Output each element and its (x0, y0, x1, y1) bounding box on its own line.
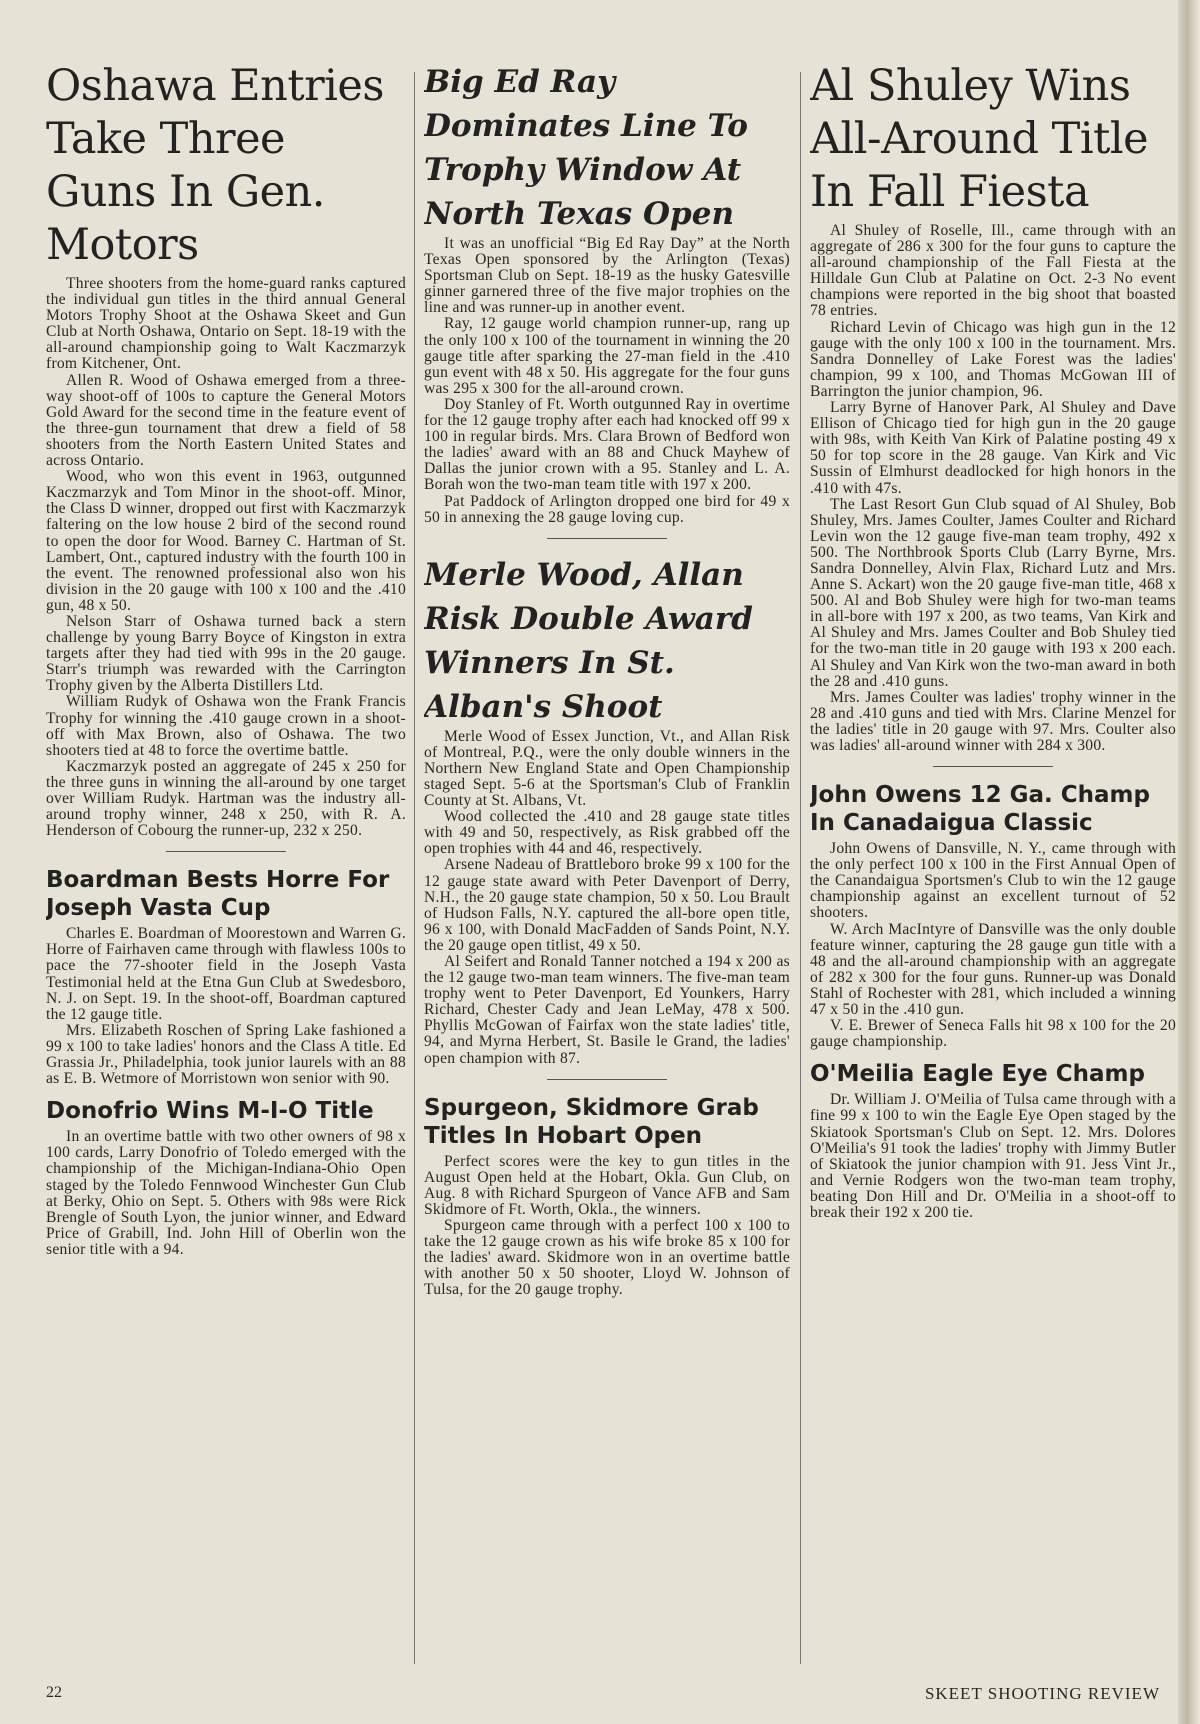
article-owens (810, 781, 1176, 1050)
paragraph: Wood collected the .410 and 28 gauge state titles with 49 and 50, respectively, as Risk grabbed off the open trophies with 44 and 46, respectively. (424, 808, 790, 858)
paragraph: Perfect scores were the key to gun titles in the August Open held at the Hobart, Okla. Gun Club, on Aug. 8 with Richard Spurgeon of Vance AFB and Sam Skidmore of Ft. Worth, Okla., the winners. (424, 1152, 790, 1218)
paragraph: Allen R. Wood of Oshawa emerged from a three-way shoot-off of 100s to capture the General Motors Gold Award for the second time in the feature event of the three-gun tournament that drew a field of 58 shooters from the North Eastern United States and across Ontario. (46, 371, 406, 470)
paragraph: Mrs. James Coulter was ladies' trophy winner in the 28 and .410 guns and tied with Mrs. Clarine Menzel for the ladies' title in 20 gauge with 97. Mrs. Coulter also was ladies' all-around winner with 284 x 300. (810, 688, 1176, 754)
paragraph: John Owens of Dansville, N. Y., came through with the only perfect 100 x 100 in the First Annual Open of the Canandaigua Sportsmen's Club to win the 12 gauge championship against an excellent turnout of 52 shooters. (810, 840, 1176, 922)
headline: Spurgeon, Skidmore Grab Titles In Hobart Open (424, 1094, 759, 1149)
page-binding-edge (1178, 0, 1200, 1724)
paragraph: Pat Paddock of Arlington dropped one bird for 49 x 50 in annexing the 28 gauge loving cup. (424, 492, 790, 526)
headline: Boardman Bests Horre For Joseph Vasta Cup (46, 867, 390, 922)
paragraph: Richard Levin of Chicago was high gun in the 12 gauge with the only 100 x 100 in the tournament. Mrs. Sandra Donnelley of Lake Forest was the ladies' champion, 99 x 100, and Thomas McGowan III of Barrington the junior champion, 96. (810, 318, 1176, 400)
headline: John Owens 12 Ga. Champ In Canadaigua Classic (810, 782, 1150, 837)
paragraph: V. E. Brewer of Seneca Falls hit 98 x 100 for the 20 gauge championship. (810, 1017, 1176, 1051)
publication-title: SKEET SHOOTING REVIEW (924, 1684, 1160, 1703)
article-boardman (46, 866, 406, 1087)
paragraph: Ray, 12 gauge world champion runner-up, rang up the only 100 x 100 of the tournament in winning the 20 gauge title after sparking the 27-man field in the .410 gun event with 48 x 50. His aggregate for the four guns was 295 x 300 for the all-around crown. (424, 315, 790, 397)
paragraph: Kaczmarzyk posted an aggregate of 245 x 250 for the three guns in winning the all-around by one target over William Rudyk. Hartman was the industry all-around trophy winner, 248 x 250, with R. A. Henderson of Cobourg the runner-up, 232 x 250. (46, 757, 406, 840)
paragraph: William Rudyk of Oshawa won the Frank Francis Trophy for winning the .410 gauge crown in a shoot-off with Max Brown, also of Oshawa. The two shooters tied at 48 to force the overtime battle. (46, 693, 406, 759)
paragraph: Charles E. Boardman of Moorestown and Warren G. Horre of Fairhaven came through with flawless 100s to pace the 77-shooter field in the Joseph Vasta Testimonial held at the Etna Gun Club at Swedesboro, N. J. on Sept. 19. In the shoot-off, Boardman captured the 12 gauge title. (46, 925, 406, 1023)
column-left (46, 60, 406, 1664)
paragraph: Spurgeon came through with a perfect 100 x 100 to take the 12 gauge crown as his wife broke 85 x 100 for the ladies' award. Skidmore won in an overtime battle with another 50 x 50 shooter, Lloyd W. Johnson of Tulsa, for the 20 gauge trophy. (424, 1217, 790, 1299)
paragraph: The Last Resort Gun Club squad of Al Shuley, Bob Shuley, Mrs. James Coulter, James Coulter and Richard Levin won the 12 gauge five-man team trophy, 492 x 500. The Northbrook Sports Club (Larry Byrne, Mrs. Sandra Donnelley, Alvin Flax, Richard Lutz and Mrs. Anne S. Ackart) won the 20 gauge five-man title, 468 x 500. Al and Bob Shuley were high for two-man teams in all-bore with 197 x 200, as two teams, Van Kirk and Al Shuley and Mrs. James Coulter and Bob Shuley tied for the two-man title in 20 gauge with 193 x 200 each. Al Shuley and Van Kirk won the two-man award in both the 28 and .410 guns. (810, 495, 1176, 690)
paragraph: Three shooters from the home-guard ranks captured the individual gun titles in the third annual General Motors Trophy Shoot at the Oshawa Skeet and Gun Club at North Oshawa, Ontario on Sept. 18-19 with the all-around championship going to Walt Kaczmarzyk from Kitchener, Ont. (46, 275, 406, 373)
paragraph: Nelson Starr of Oshawa turned back a stern challenge by young Barry Boyce of Kingston in extra targets after they had tied with 99s in the 20 gauge. Starr's triumph was rewarded with the Carrington Trophy given by the Alberta Distillers Ltd. (46, 612, 406, 695)
column-divider (800, 72, 801, 1664)
headline: Merle Wood, Allan Risk Double Award Winners In St. Alban's Shoot (424, 556, 753, 725)
paragraph: It was an unofficial “Big Ed Ray Day” at the North Texas Open sponsored by the Arlington (Texas) Sportsman Club on Sept. 18-19 as the husky Gatesville ginner garnered three of the five major trophies on the line and was runner-up in another event. (424, 235, 790, 317)
headline: Oshawa Entries Take Three Guns In Gen. Motors (46, 61, 384, 270)
article-wood-risk (424, 553, 790, 1067)
section-separator (166, 851, 286, 852)
headline: Big Ed Ray Dominates Line To Trophy Window At North Texas Open (424, 64, 748, 232)
section-separator (547, 1079, 667, 1080)
paragraph: Merle Wood of Essex Junction, Vt., and Allan Risk of Montreal, P.Q., were the only double winners in the Northern New England State and Open Championship staged Sept. 5-6 at the Sportsman's Club of Franklin County at St. Albans, Vt. (424, 727, 790, 810)
article-edray (424, 60, 790, 526)
paragraph: Arsene Nadeau of Brattleboro broke 99 x 100 for the 12 gauge state award with Peter Davenport of Derry, N.H., the 20 gauge state champion, 50 x 50. Lou Brault of Hudson Falls, N.Y. captured the all-bore open title, 96 x 100, with Donald MacFadden of Sands Point, N.Y. the 20 gauge open titlist, 49 x 50. (424, 856, 790, 954)
headline: O'Meilia Eagle Eye Champ (810, 1061, 1145, 1088)
paragraph: Mrs. Elizabeth Roschen of Spring Lake fashioned a 99 x 100 to take ladies' honors and the Class A title. Ed Grassia Jr., Philadelphia, took junior laurels with an 88 as E. B. Wetmore of Morristown won senior with 90. (46, 1021, 406, 1088)
headline: Donofrio Wins M-I-O Title (46, 1098, 374, 1125)
paragraph: In an overtime battle with two other owners of 98 x 100 cards, Larry Donofrio of Toledo emerged with the championship of the Michigan-Indiana-Ohio Open staged by the Toledo Fennwood Winchester Gun Club at Berky, Ohio on Sept. 5. Others with 98s were Rick Brengle of South Lyon, the junior winner, and Edward Price of Grabill, Ind. John Hill of Oberlin won the senior title with a 94. (46, 1128, 406, 1258)
paragraph: Larry Byrne of Hanover Park, Al Shuley and Dave Ellison of Chicago tied for high gun in the 20 gauge with 98s, with Keith Van Kirk of Palatine posting 49 x 50 for top score in the 28 gauge. Van Kirk and Vic Sussin of Elmhurst deadlocked for high honors in the .410 with 47s. (810, 399, 1176, 497)
headline: Al Shuley Wins All-Around Title In Fall Fiesta (810, 61, 1149, 217)
column-middle (424, 60, 790, 1664)
column-divider (414, 72, 415, 1664)
article-donofrio (46, 1097, 406, 1258)
paragraph: Doy Stanley of Ft. Worth outgunned Ray in overtime for the 12 gauge trophy after each had knocked off 99 x 100 in regular birds. Mrs. Clara Brown of Bedford won the ladies' award with an 88 and Chuck Mayhew of Dallas the junior crown with a 95. Stanley and L. A. Borah won the two-man team title with 197 x 200. (424, 395, 790, 494)
paragraph: Dr. William J. O'Meilia of Tulsa came through with a fine 99 x 100 to win the Eagle Eye Open staged by the Skiatook Sportsman's Club on Sept. 12. Mrs. Dolores O'Meilia's 91 took the ladies' trophy with Jimmy Butler of Skiatook the junior champion with 91. Jess Vint Jr., and Vernie Rodgers won the two-man team trophy, beating Don Hill and Dr. O'Meilia in a shoot-off to break their 192 x 200 tie. (810, 1091, 1176, 1221)
article-oshawa (46, 60, 406, 839)
article-spurgeon (424, 1094, 790, 1299)
article-omeilia (810, 1060, 1176, 1221)
article-shuley (810, 60, 1176, 754)
section-separator (547, 538, 667, 539)
paragraph: W. Arch MacIntyre of Dansville was the only double feature winner, capturing the 28 gauge gun title with a 48 and the all-around championship with an aggregate of 282 x 300 for the four guns. Runner-up was Donald Stahl of Rochester with 281, which included a winning 47 x 50 in the .410 gun. (810, 920, 1176, 1019)
page-number: 22 (46, 1684, 62, 1701)
section-separator (933, 766, 1053, 767)
paragraph: Al Shuley of Roselle, Ill., came through with an aggregate of 286 x 300 for the four guns to capture the all-around championship of the Fall Fiesta at the Hilldale Gun Club at Palatine on Oct. 2-3 No event champions were reported in the big shoot that boasted 78 entries. (810, 222, 1176, 320)
paragraph: Al Seifert and Ronald Tanner notched a 194 x 200 as the 12 gauge two-man team winners. The five-man team trophy went to Peter Davenport, Ed Younkers, Harry Richard, Chester Cady and Jean LeMay, 478 x 500. Phyllis McGowan of Fairfax won the state ladies' title, 94, and Myrna Herbert, St. Basile le Grand, the ladies' open champion with 87. (424, 953, 790, 1067)
column-right (810, 60, 1176, 1664)
paragraph: Wood, who won this event in 1963, outgunned Kaczmarzyk and Tom Minor in the shoot-off. Minor, the Class D winner, dropped out first with Kaczmarzyk faltering on the low house 2 bird of the second round to open the door for Wood. Barney C. Hartman of St. Lambert, Ont., captured industry with the fourth 100 in the event. The renowned professional also won his division in the 20 gauge with 100 x 100 and the .410 gun, 48 x 50. (46, 468, 406, 614)
